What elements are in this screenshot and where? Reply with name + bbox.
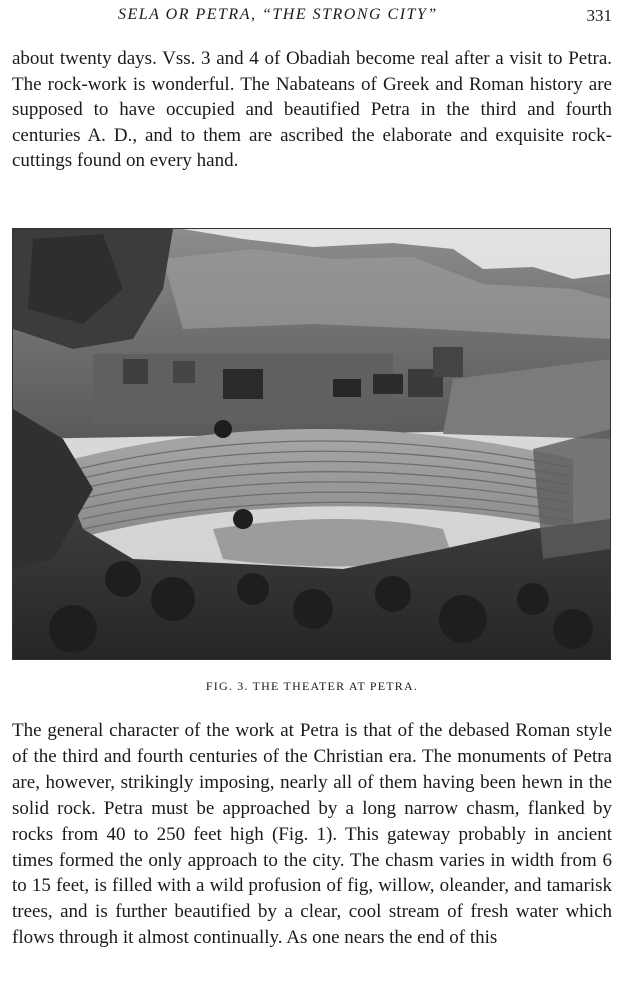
theater-photo-illustration [13,229,610,659]
paragraph-2-text: The general character of the work at Petra is that of the debased Roman style of the third and fourth centuries of the Christian era. The monuments of Petra are, however, strikingly imposing, nearly all of them having been hewn in the solid rock. Petra must be approached by a long narrow chasm, flanked by rocks from 40 to 250 feet high (Fig. 1). This gateway probably in ancient times formed the only approach to the city. The chasm varies in width from 6 to 15 feet, is filled with a wild profusion of fig, willow, oleander, and tamarisk trees, and is further beautified by a clear, cool stream of fresh water which flows through it almost continually. As one nears the end of this [12,720,612,949]
page-header [0,6,624,32]
figure-caption: FIG. 3. THE THEATER AT PETRA. [205,679,419,693]
paragraph-1: about twenty days. Vss. 3 and 4 of Obadiah become real after a visit to Petra. The rock-work is wonderful. The Nabateans of Greek and Roman history are supposed to have occupied and beautified Petra in the third and fourth centuries A. D., and to them are ascribed the elaborate and exquisite rock-cuttings found on every hand. [12,48,612,171]
page-number: 331 [586,6,612,25]
paragraph-2 [12,718,612,951]
theater-photograph [12,228,611,660]
running-title: SELA OR PETRA, “THE STRONG CITY” [118,6,438,23]
